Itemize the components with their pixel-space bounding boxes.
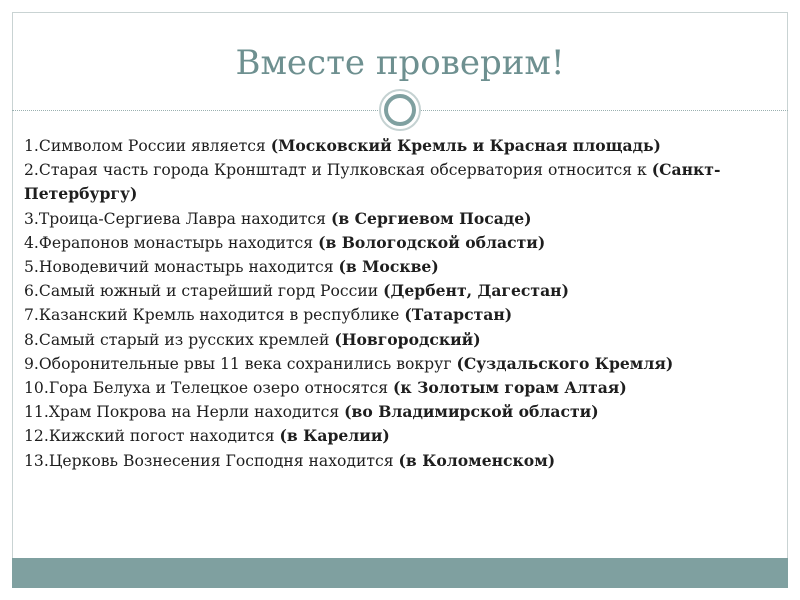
item-text: Кижский погост находится: [48, 427, 280, 446]
list-item: [24, 424, 764, 448]
item-text: Самый старый из русских кремлей: [38, 330, 335, 349]
item-number: 2.: [24, 161, 39, 180]
list-item: [24, 328, 764, 352]
item-number: 9.: [24, 354, 39, 373]
item-number: 8.: [24, 330, 39, 349]
list-item: [24, 134, 764, 158]
item-answer: (Санкт-Петербургу): [24, 160, 721, 204]
item-answer: (в Вологодской области): [318, 232, 546, 252]
item-text: Казанский Кремль находится в республике: [38, 306, 405, 325]
item-text: Оборонительные рвы 11 века сохранились вокруг: [38, 354, 457, 373]
item-text: Самый южный и старейший горд России: [38, 282, 384, 301]
item-text: Ферапонов монастырь находится: [38, 233, 319, 252]
item-answer: (в Коломенском): [398, 450, 556, 470]
list-item: [24, 158, 764, 206]
item-answer: (во Владимирской области): [344, 402, 599, 422]
list-item: [24, 279, 764, 303]
item-answer: (к Золотым горам Алтая): [393, 378, 627, 398]
item-answer: (в Карелии): [279, 426, 390, 446]
item-number: 11.: [24, 403, 49, 422]
item-answer: (Московский Кремль и Красная площадь): [270, 136, 661, 155]
item-number: 6.: [24, 282, 39, 301]
item-text: Гора Белуха и Телецкое озеро относятся: [48, 379, 394, 398]
item-text: Новодевичий монастырь находится: [38, 258, 339, 277]
item-number: 4.: [24, 233, 39, 252]
item-text: Троица-Сергиева Лавра находится: [38, 209, 331, 228]
item-text: Символом России является: [38, 137, 271, 155]
item-number: 1.: [24, 137, 39, 155]
slide-title: Вместе проверим!: [235, 43, 565, 83]
item-number: 7.: [24, 306, 39, 325]
item-answer: (Новгородский): [334, 329, 481, 349]
item-number: 10.: [24, 379, 49, 398]
list-item: [24, 231, 764, 255]
item-number: 12.: [24, 427, 49, 446]
item-number: 3.: [24, 209, 39, 228]
item-answer: (Суздальского Кремля): [456, 353, 674, 373]
item-answer: (Дербент, Дагестан): [383, 281, 569, 301]
item-text: Церковь Вознесения Господня находится: [48, 451, 399, 470]
item-text: Храм Покрова на Нерли находится: [48, 403, 345, 422]
ornament-ring-icon: [384, 94, 416, 126]
item-answer: (в Сергиевом Посаде): [330, 208, 532, 228]
footer-bar: [12, 558, 788, 588]
item-answer: (Татарстан): [404, 305, 513, 325]
list-item: [24, 449, 764, 473]
list-item: [24, 352, 764, 376]
list-item: [24, 400, 764, 424]
list-item: [24, 303, 764, 327]
list-item: [24, 207, 764, 231]
answers-list: [24, 134, 764, 473]
list-item: [24, 255, 764, 279]
item-number: 5.: [24, 258, 39, 277]
list-item: [24, 376, 764, 400]
item-answer: (в Москве): [338, 257, 439, 277]
item-number: 13.: [24, 451, 49, 470]
item-text: Старая часть города Кронштадт и Пулковская обсерватория относится к: [38, 161, 652, 180]
